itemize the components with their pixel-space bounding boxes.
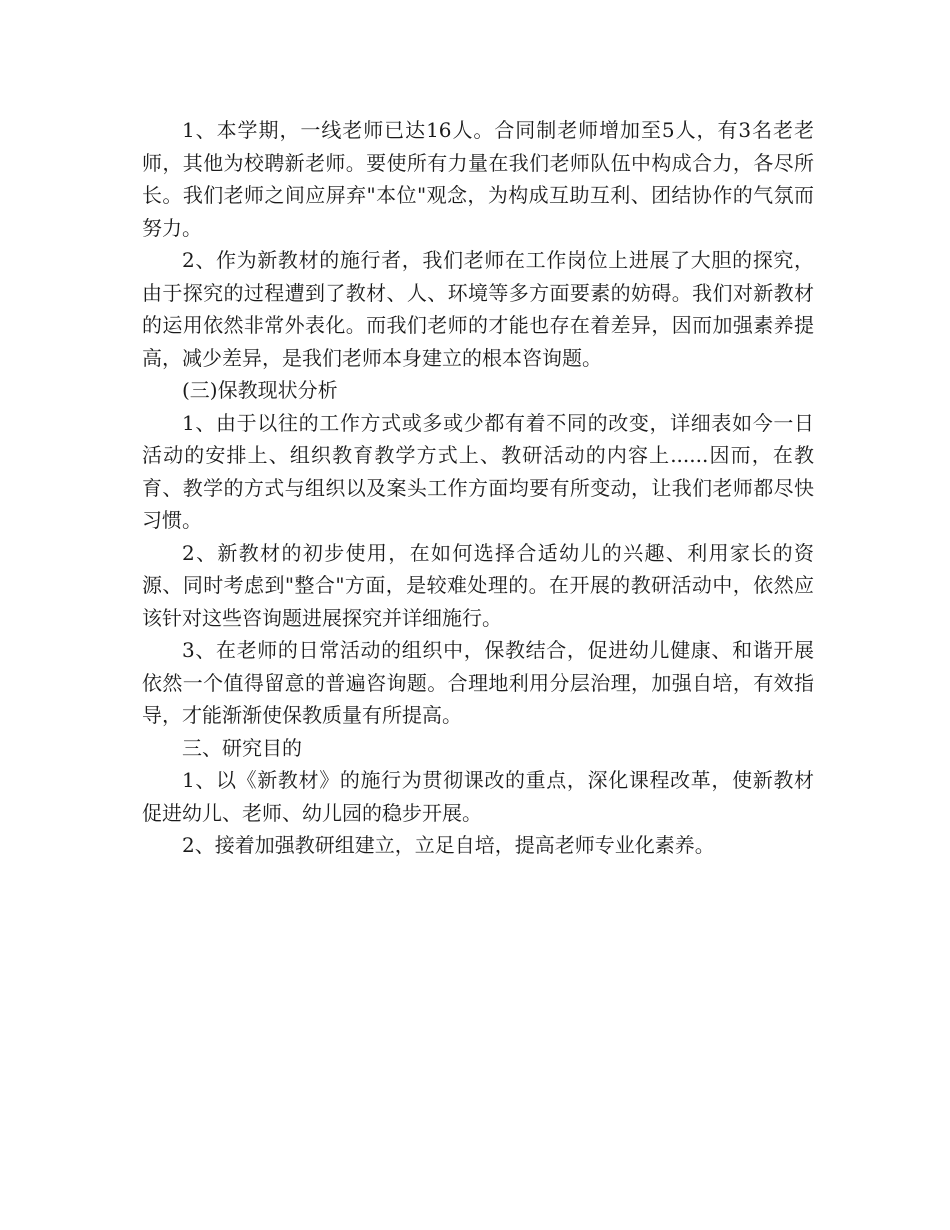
paragraph-goal-1: 1、以《新教材》的施行为贯彻课改的重点，深化课程改革，使新教材促进幼儿、老师、幼儿园的稳步开展。	[142, 768, 814, 825]
paragraph-daily-activities: 3、在老师的日常活动的组织中，保教结合，促进幼儿健康、和谐开展依然一个值得留意的普遍咨询题。合理地利用分层治理，加强自培，有效指导，才能渐渐使保教质量有所提高。	[142, 638, 814, 727]
paragraph-new-materials: 2、作为新教材的施行者，我们老师在工作岗位上进展了大胆的探究，由于探究的过程遭到了教材、人、环境等多方面要素的妨碍。我们对新教材的运用依然非常外表化。而我们老师的才能也存在着差异，因而加强素养提高，减少差异，是我们老师本身建立的根本咨询题。	[142, 248, 814, 370]
paragraph-initial-use: 2、新教材的初步使用，在如何选择合适幼儿的兴趣、利用家长的资源、同时考虑到"整合"方面，是较难处理的。在开展的教研活动中，依然应该针对这些咨询题进展探究并详细施行。	[142, 540, 814, 630]
paragraph-goal-2: 2、接着加强教研组建立，立足自培，提高老师专业化素养。	[182, 833, 715, 857]
section-heading-care-status: (三)保教现状分析	[182, 378, 338, 402]
paragraph-work-changes: 1、由于以往的工作方式或多或少都有着不同的改变，详细表如今一日活动的安排上、组织教育教学方式上、教研活动的内容上......因而，在教育、教学的方式与组织以及案头工作方面均要有所变动，让我们老师都尽快习惯。	[142, 410, 814, 532]
section-heading-research-goals: 三、研究目的	[182, 735, 302, 760]
document-body	[142, 114, 814, 862]
paragraph-teachers-count: 1、本学期，一线老师已达16人。合同制老师增加至5人，有3名老老师，其他为校聘新老师。要使所有力量在我们老师队伍中构成合力，各尽所长。我们老师之间应屏弃"本位"观念，为构成互助互利、团结协作的气氛而努力。	[142, 118, 814, 240]
